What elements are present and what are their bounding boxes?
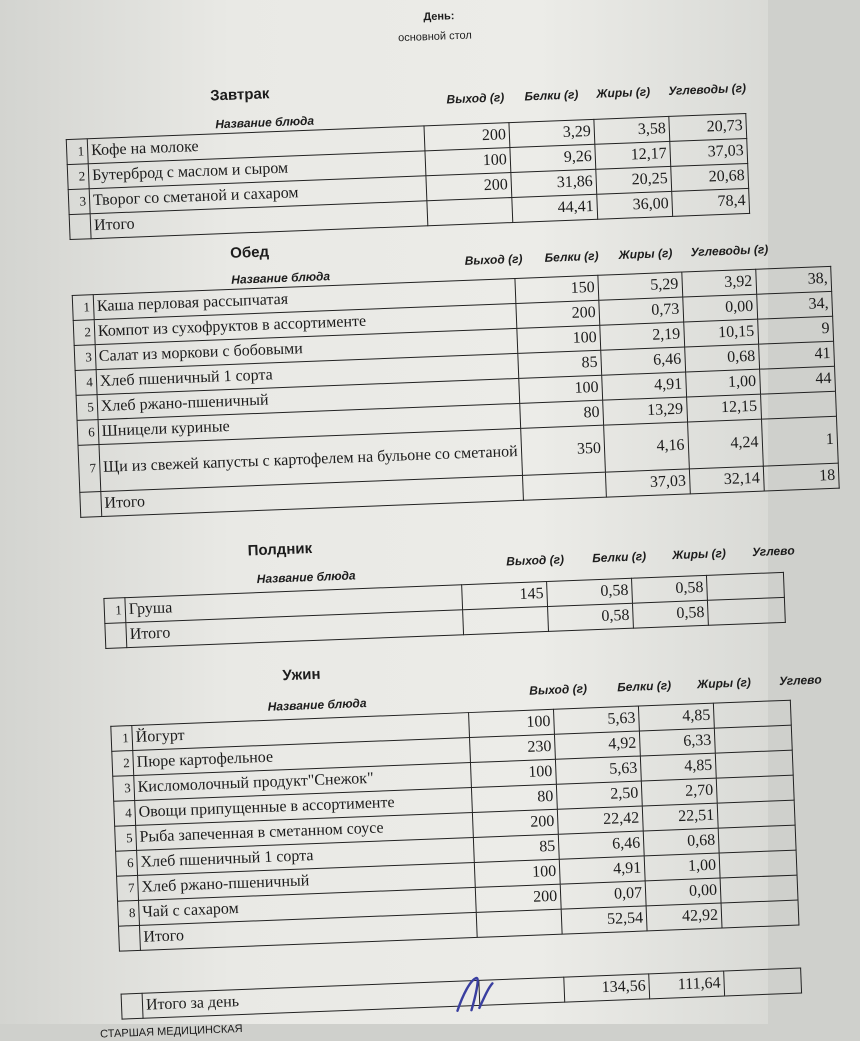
col-carbs-header: Углеводы (г) <box>668 80 747 98</box>
total-fat: 0,58 <box>632 600 708 628</box>
signature-mark <box>448 972 519 1015</box>
dish-name: Шницели куриные <box>98 403 521 444</box>
dish-fat: 22,51 <box>642 803 718 831</box>
dish-output: 200 <box>475 884 561 912</box>
dish-name: Хлеб ржано-пшеничный <box>97 378 520 419</box>
total-fat: 42,92 <box>646 903 722 931</box>
dish-carbs <box>719 850 797 878</box>
total-label: Итого <box>126 610 464 648</box>
dish-protein: 0,58 <box>547 578 633 606</box>
dish-output: 350 <box>520 425 605 475</box>
dish-name: Салат из моркови с бобовыми <box>95 328 518 369</box>
dish-carbs: 41 <box>758 341 834 369</box>
dish-carbs <box>713 700 791 728</box>
dish-protein: 0,73 <box>599 297 684 325</box>
dish-carbs <box>760 391 836 419</box>
row-number: 3 <box>113 775 135 801</box>
dish-fat: 10,15 <box>683 319 758 347</box>
col-carbs-header: Углевo <box>778 672 822 689</box>
row-number <box>80 492 102 518</box>
col-fat-header: Жиры (г) <box>671 546 727 563</box>
dish-protein: 6,46 <box>601 347 686 375</box>
dish-fat: 1,00 <box>685 369 760 397</box>
dish-output: 230 <box>470 734 556 762</box>
dish-fat: 4,85 <box>640 753 716 781</box>
dish-protein: 4,91 <box>602 372 687 400</box>
dish-fat: 6,33 <box>639 728 715 756</box>
col-name-header: Название блюда <box>215 113 315 132</box>
dish-name: Овощи припущенные в ассортименте <box>135 788 473 826</box>
row-number: 2 <box>112 750 134 776</box>
signer-title: СТАРШАЯ МЕДИЦИНСКАЯ <box>99 1022 243 1041</box>
dish-fat: 3,58 <box>594 116 670 144</box>
snack-table <box>103 572 785 649</box>
total-label: Итого <box>101 475 524 516</box>
dish-output: 85 <box>473 834 559 862</box>
dish-protein: 4,16 <box>604 422 689 472</box>
total-output <box>522 472 606 500</box>
dish-carbs: 20,68 <box>671 163 749 191</box>
dish-carbs <box>716 775 794 803</box>
dish-output: 200 <box>515 300 599 328</box>
dish-protein: 4,91 <box>559 856 645 884</box>
row-number: 2 <box>67 164 89 190</box>
total-carbs <box>721 900 799 928</box>
col-name-header: Название блюда <box>267 695 367 714</box>
total-protein: 0,58 <box>548 603 634 631</box>
dish-carbs <box>720 875 798 903</box>
row-number: 8 <box>118 900 140 926</box>
dish-fat: 1,00 <box>644 853 720 881</box>
col-carbs-header: Углеводы (г) <box>690 242 769 260</box>
dish-output: 100 <box>425 148 511 176</box>
total-label: Итого <box>90 201 428 239</box>
dish-carbs <box>715 750 793 778</box>
col-name-header: Название блюда <box>230 269 331 287</box>
col-protein-header: Белки (г) <box>616 678 672 695</box>
section-title-breakfast: Завтрак <box>209 85 270 105</box>
dish-protein: 2,19 <box>600 322 685 350</box>
col-output-header: Выход (г) <box>528 681 588 698</box>
dish-fat: 0,68 <box>684 344 759 372</box>
row-number: 4 <box>75 370 97 396</box>
section-title-dinner: Ужин <box>282 665 321 685</box>
dish-protein: 6,46 <box>558 831 644 859</box>
dish-carbs: 34, <box>756 291 832 319</box>
dish-protein: 5,63 <box>555 756 641 784</box>
row-number: 6 <box>77 420 99 446</box>
dish-fat: 4,24 <box>687 419 763 469</box>
total-output <box>463 606 549 634</box>
dish-name: Груша <box>125 585 463 623</box>
section-title-snack: Полдник <box>247 539 313 560</box>
dish-output: 100 <box>516 325 600 353</box>
row-number: 7 <box>117 875 139 901</box>
row-number: 1 <box>111 726 133 752</box>
row-number: 1 <box>66 139 88 165</box>
col-fat-header: Жиры (г) <box>696 675 752 692</box>
total-protein: 44,41 <box>512 194 598 222</box>
row-number: 2 <box>73 320 95 346</box>
dish-fat: 2,70 <box>641 778 717 806</box>
dish-output: 100 <box>470 759 556 787</box>
dish-protein: 5,29 <box>598 272 683 300</box>
col-protein-header: Белки (г) <box>544 248 599 265</box>
dish-protein: 22,42 <box>557 806 643 834</box>
dish-fat: 4,85 <box>638 703 714 731</box>
row-number: 1 <box>72 295 94 321</box>
row-number: 1 <box>104 598 126 624</box>
col-fat-header: Жиры (г) <box>618 245 673 262</box>
dish-name: Каша перловая рассыпчатая <box>93 278 516 319</box>
row-number: 3 <box>68 189 90 215</box>
dish-output: 200 <box>426 173 512 201</box>
dish-name: Пюре картофельное <box>133 738 471 776</box>
dish-carbs: 20,73 <box>669 113 747 141</box>
day-total-fat: 111,64 <box>649 971 725 999</box>
menu-date <box>390 0 466 1</box>
dish-protein: 3,29 <box>509 119 595 147</box>
total-label: Итого <box>139 912 477 950</box>
dish-carbs: 44 <box>759 366 835 394</box>
col-name-header: Название блюда <box>256 568 356 587</box>
dish-fat: 20,25 <box>596 166 672 194</box>
dish-carbs <box>717 800 795 828</box>
total-fat: 32,14 <box>689 466 764 494</box>
total-carbs: 78,4 <box>672 188 750 216</box>
dish-protein: 2,50 <box>556 781 642 809</box>
row-number <box>69 214 91 240</box>
row-number: 6 <box>116 850 138 876</box>
total-carbs: 18 <box>763 463 839 491</box>
total-protein: 37,03 <box>605 469 690 497</box>
day-total-protein: 134,56 <box>564 974 650 1002</box>
row-number: 5 <box>76 395 98 421</box>
row-number: 5 <box>115 825 137 851</box>
dish-output: 100 <box>474 859 560 887</box>
dish-name: Кофе на молоке <box>87 126 425 164</box>
breakfast-table <box>66 113 750 240</box>
dish-carbs: 37,03 <box>670 138 748 166</box>
dish-name: Бутерброд с маслом и сыром <box>88 151 426 189</box>
dish-fat: 0,00 <box>682 294 757 322</box>
dish-output: 100 <box>518 375 602 403</box>
dish-protein: 0,07 <box>560 881 646 909</box>
dish-output: 100 <box>469 709 555 737</box>
dish-output: 80 <box>471 784 557 812</box>
dish-name: Хлеб ржано-пшеничный <box>138 862 476 900</box>
dish-carbs <box>714 725 792 753</box>
dish-output: 80 <box>519 400 603 428</box>
dinner-table <box>110 700 799 952</box>
dish-name: Творог со сметаной и сахаром <box>89 176 427 214</box>
dish-fat: 0,58 <box>632 575 708 603</box>
col-protein-header: Белки (г) <box>591 549 647 566</box>
col-output-header: Выход (г) <box>446 90 505 107</box>
dish-name: Чай с сахаром <box>139 887 477 925</box>
row-number: 3 <box>74 345 96 371</box>
dish-name: Йогурт <box>132 713 470 751</box>
dish-fat: 3,92 <box>681 269 756 297</box>
dish-protein: 4,92 <box>554 731 640 759</box>
total-carbs <box>707 597 785 625</box>
dish-carbs: 38, <box>755 266 831 294</box>
dish-fat: 12,17 <box>595 141 671 169</box>
dish-output: 200 <box>424 123 510 151</box>
dish-protein: 31,86 <box>511 169 597 197</box>
dish-protein: 5,63 <box>553 706 639 734</box>
col-output-header: Выход (г) <box>506 552 565 569</box>
dish-carbs <box>718 825 796 853</box>
total-fat: 36,00 <box>597 191 673 219</box>
dish-name: Щи из свежей капусты с картофелем на бульоне со сметаной <box>99 428 522 491</box>
dish-name: Хлеб пшеничный 1 сорта <box>96 353 519 394</box>
row-number <box>105 623 127 649</box>
dish-protein: 13,29 <box>603 397 688 425</box>
dish-name: Кисломолочный продукт"Снежок" <box>134 763 472 801</box>
col-protein-header: Белки (г) <box>524 87 579 104</box>
dish-output: 200 <box>472 809 558 837</box>
dish-output: 85 <box>517 350 601 378</box>
col-carbs-header: Углевo <box>751 543 795 560</box>
row-number <box>118 925 140 951</box>
lunch-table <box>72 266 840 518</box>
total-output <box>476 909 562 937</box>
dish-carbs <box>706 572 784 600</box>
dish-carbs: 9 <box>757 316 833 344</box>
row-number: 4 <box>114 800 136 826</box>
total-protein: 52,54 <box>561 906 647 934</box>
dish-carbs: 1 <box>761 416 838 466</box>
dish-output: 145 <box>462 581 548 609</box>
col-output-header: Выход (г) <box>464 251 523 268</box>
dish-name: Хлеб пшеничный 1 сорта <box>137 837 475 875</box>
dish-fat: 12,15 <box>686 394 761 422</box>
dish-name: Рыба запеченная в сметанном соусе <box>136 813 474 851</box>
dish-output: 150 <box>515 275 599 303</box>
dish-fat: 0,68 <box>643 828 719 856</box>
table-type: основной стол <box>397 29 473 45</box>
day-total-label: Итого за день <box>142 980 480 1018</box>
col-fat-header: Жиры (г) <box>596 84 651 101</box>
dish-protein: 9,26 <box>510 144 596 172</box>
section-title-lunch: Обед <box>229 243 270 262</box>
dish-fat: 0,00 <box>645 878 721 906</box>
dish-name: Компот из сухофруктов в ассортименте <box>94 303 517 344</box>
row-number: 7 <box>78 445 101 493</box>
day-label: День: <box>423 10 455 24</box>
total-output <box>427 198 513 226</box>
